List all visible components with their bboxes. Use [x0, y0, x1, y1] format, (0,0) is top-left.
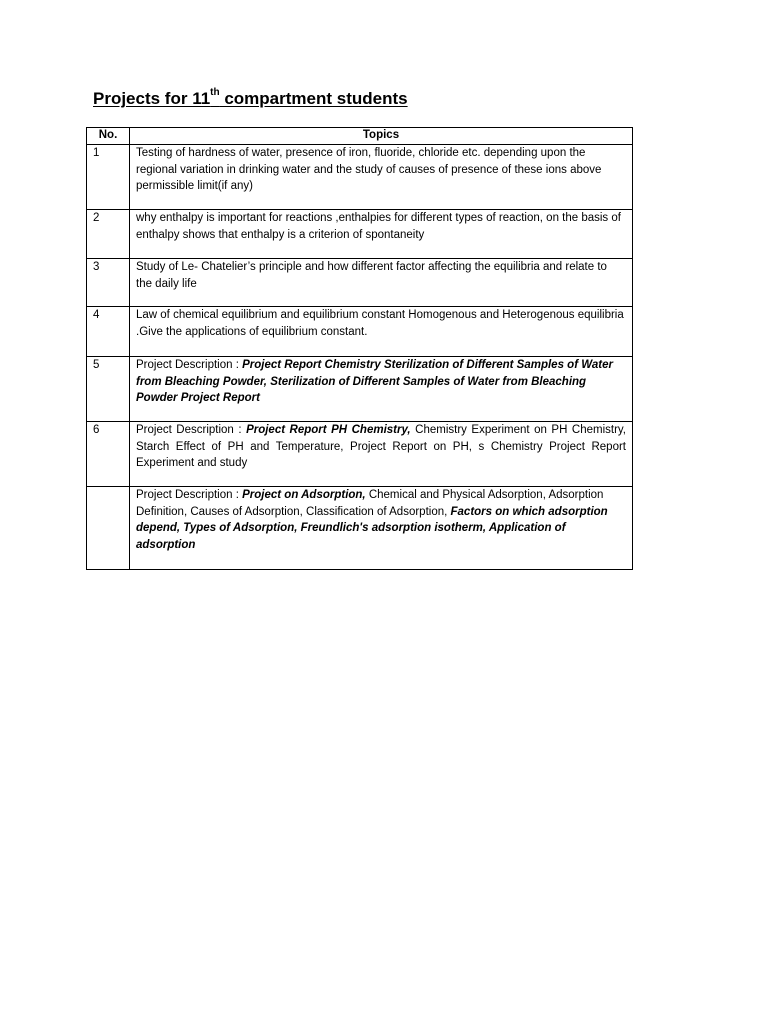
topic-prefix: Project Description : [136, 489, 243, 501]
table-header-row [87, 128, 633, 145]
table-row [87, 422, 633, 487]
table-row [87, 307, 633, 357]
row-topic [130, 357, 633, 422]
row-number: 5 [87, 357, 130, 422]
row-number: 2 [87, 210, 130, 259]
row-number: 1 [87, 145, 130, 210]
topic-suffix: Chemistry Experiment on PH Chemistry, Starch Effect of PH and Temperature, Project Report on PH, s Chemistry Project Report Experiment and study [136, 424, 626, 469]
row-topic: why enthalpy is important for reactions ,enthalpies for different types of reaction, on the basis of enthalpy shows that enthalpy is a criterion of spontaneity [130, 210, 633, 259]
row-number: 4 [87, 307, 130, 357]
topic-emphasis: Factors on which adsorption depend, Types of Adsorption, Freundlich's adsorption isotherm, Application of adsorption [136, 505, 608, 551]
table-row [87, 357, 633, 422]
row-topic: Testing of hardness of water, presence of iron, fluoride, chloride etc. depending upon the regional variation in drinking water and the study of causes of presence of these ions above permissible limit(if any) [130, 145, 633, 210]
topic-prefix: Project Description : [136, 424, 247, 436]
row-number: 6 [87, 422, 130, 487]
projects-table [86, 127, 633, 570]
topic-emphasis: Project Report Chemistry Sterilization of Different Samples of Water from Bleaching Powder, Sterilization of Different Samples of Water from Bleaching Powder Project Report [136, 359, 613, 404]
column-header-topics: Topics [130, 128, 633, 145]
row-number [87, 487, 130, 570]
topic-prefix: Project Description : [136, 359, 243, 371]
row-number: 3 [87, 259, 130, 307]
table-row [87, 145, 633, 210]
row-topic [130, 487, 633, 570]
page-title-text-rest: compartment students [219, 89, 408, 108]
page-title [93, 88, 408, 110]
column-header-no: No. [87, 128, 130, 145]
page-title-text: Projects for 11 [93, 89, 211, 108]
page-title-superscript: th [210, 87, 220, 99]
table-row [87, 259, 633, 307]
table-row [87, 487, 633, 570]
row-topic: Study of Le- Chatelier’s principle and how different factor affecting the equilibria and relate to the daily life [130, 259, 633, 307]
table-row [87, 210, 633, 259]
row-topic [130, 422, 633, 487]
row-topic: Law of chemical equilibrium and equilibrium constant Homogenous and Heterogenous equilibria .Give the applications of equilibrium constant. [130, 307, 633, 357]
topic-middle: Chemical and Physical Adsorption, Adsorption Definition, Causes of Adsorption, Classification of Adsorption, [136, 489, 604, 518]
topic-emphasis: Project on Adsorption, [242, 489, 366, 501]
topic-emphasis: Project Report PH Chemistry, [246, 424, 411, 436]
